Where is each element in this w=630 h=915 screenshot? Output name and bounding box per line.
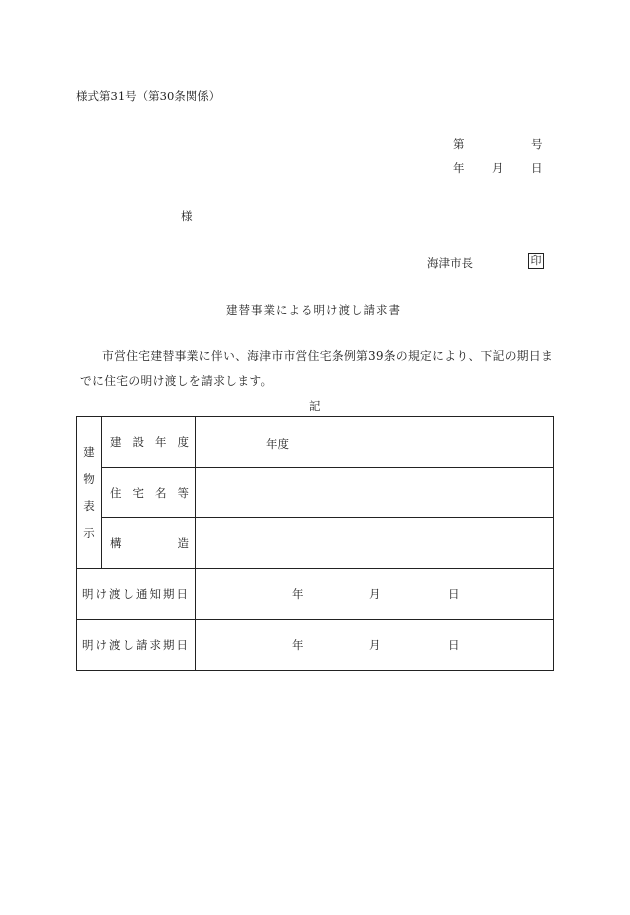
seal-text: 印 — [528, 253, 544, 269]
structure-label: 構 造 — [102, 518, 196, 569]
seal-mark — [528, 253, 544, 269]
request-day-unit: 日 — [448, 638, 460, 652]
group-char: 表 — [83, 498, 95, 513]
addressee-suffix: 様 — [181, 209, 193, 223]
table-row — [77, 468, 554, 518]
notice-date-value[interactable] — [196, 569, 554, 620]
number-suffix: 号 — [531, 137, 543, 151]
construction-year-value[interactable]: 年度 — [196, 417, 554, 468]
table-row — [77, 518, 554, 569]
structure-value[interactable] — [196, 518, 554, 569]
form-label: 様式第31号（第30条関係） — [76, 89, 221, 103]
housing-name-value[interactable] — [196, 468, 554, 518]
table-row — [77, 569, 554, 620]
note-heading: 記 — [309, 399, 321, 413]
document-title: 建替事業による明け渡し請求書 — [226, 303, 401, 317]
group-char: 示 — [83, 525, 95, 540]
request-year-unit: 年 — [292, 638, 304, 652]
notice-month-unit: 月 — [369, 587, 381, 601]
request-month-unit: 月 — [369, 638, 381, 652]
housing-name-label: 住 宅 名 等 — [102, 468, 196, 518]
notice-date-label: 明け渡し通知期日 — [77, 569, 196, 620]
table-row — [77, 417, 554, 468]
group-char: 物 — [83, 471, 95, 486]
group-char: 建 — [83, 444, 95, 459]
notice-day-unit: 日 — [448, 587, 460, 601]
issuer-name: 海津市長 — [427, 256, 473, 270]
date-day: 日 — [531, 161, 543, 175]
request-date-value[interactable] — [196, 620, 554, 671]
details-table — [76, 416, 554, 671]
date-year: 年 — [453, 161, 465, 175]
building-display-label — [77, 417, 102, 569]
table-row — [77, 620, 554, 671]
request-body: 市営住宅建替事業に伴い、海津市市営住宅条例第39条の規定により、下記の期日までに住宅の明け渡しを請求します。 — [80, 349, 554, 388]
request-date-label: 明け渡し請求期日 — [77, 620, 196, 671]
number-prefix: 第 — [453, 137, 465, 151]
construction-year-label: 建 設 年 度 — [102, 417, 196, 468]
notice-year-unit: 年 — [292, 587, 304, 601]
date-month: 月 — [492, 161, 504, 175]
